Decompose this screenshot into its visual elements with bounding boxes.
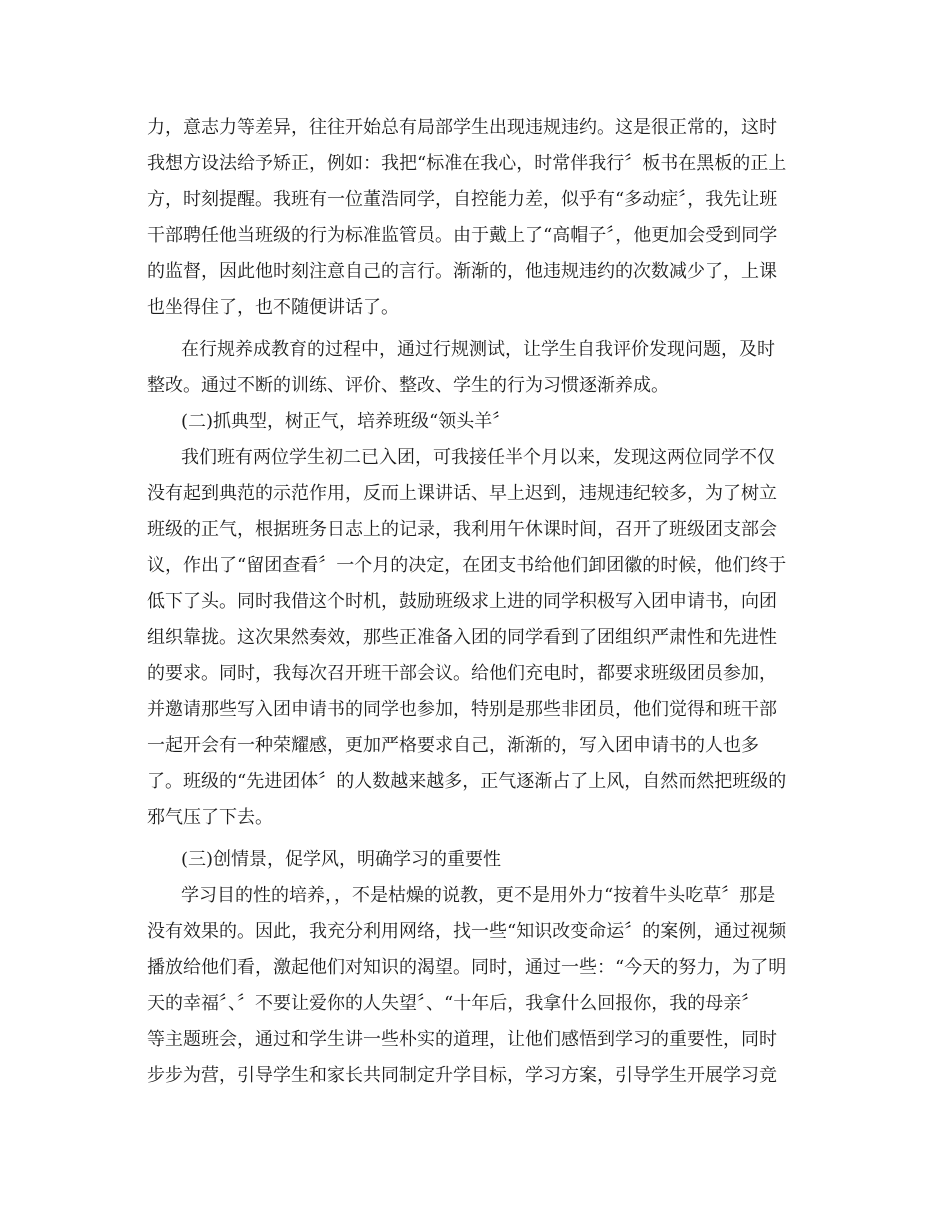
section-heading: (三)创情景，促学风，明确学习的重要性 xyxy=(181,849,502,870)
text-line: 等主题班会，通过和学生讲一些朴实的道理，让他们感悟到学习的重要性，同时 xyxy=(147,1029,777,1050)
text-line: 干部聘任他当班级的行为标准监管员。由于戴上了“高帽子〞，他更加会受到同学 xyxy=(147,225,778,246)
text-line: 了。班级的“先进团体〞的人数越来越多，正气逐渐占了上风，自然而然把班级的 xyxy=(147,771,787,792)
text-line: 低下了头。同时我借这个时机，鼓励班级求上进的同学积极写入团申请书，向团 xyxy=(147,591,777,612)
text-line: 班级的正气，根据班务日志上的记录，我利用午休课时间，召开了班级团支部会 xyxy=(147,519,777,540)
text-line: 组织靠拢。这次果然奏效，那些正准备入团的同学看到了团组织严肃性和先进性 xyxy=(147,627,777,648)
text-line: 我想方设法给予矫正，例如：我把“标准在我心，时常伴我行〞板书在黑板的正上 xyxy=(147,153,787,174)
text-line: 整改。通过不断的训练、评价、整改、学生的行为习惯逐渐养成。 xyxy=(147,375,669,396)
text-line: 在行规养成教育的过程中，通过行规测试，让学生自我评价发现问题，及时 xyxy=(181,339,775,360)
text-line: 没有效果的。因此，我充分利用网络，找一些“知识改变命运〞的案例，通过视频 xyxy=(147,921,787,942)
text-line: 天的幸福〞、〞不要让爱你的人失望〞、“十年后，我拿什么回报你，我的母亲〞 xyxy=(147,993,760,1014)
section-heading: (二)抓典型，树正气，培养班级“领头羊〞 xyxy=(181,411,511,432)
text-line: 并邀请那些写入团申请书的同学也参加，特别是那些非团员，他们觉得和班干部 xyxy=(147,699,777,720)
text-line: 邪气压了下去。 xyxy=(147,807,273,828)
text-line: 没有起到典范的示范作用，反而上课讲话、早上迟到，违规违纪较多，为了树立 xyxy=(147,483,777,504)
text-line: 播放给他们看，激起他们对知识的渴望。同时，通过一些：“今天的努力，为了明 xyxy=(147,957,787,978)
text-line: 的要求。同时，我每次召开班干部会议。给他们充电时，都要求班级团员参加， xyxy=(147,663,777,684)
text-line: 议，作出了“留团查看〞一个月的决定，在团支书给他们卸团徽的时候，他们终于 xyxy=(147,555,787,576)
text-line: 力，意志力等差异，往往开始总有局部学生出现违规违约。这是很正常的，这时 xyxy=(147,117,777,138)
text-line: 方，时刻提醒。我班有一位董浩同学，自控能力差，似乎有“多动症〞，我先让班 xyxy=(147,189,778,210)
text-line: 也坐得住了，也不随便讲话了。 xyxy=(147,297,399,318)
text-line: 我们班有两位学生初二已入团，可我接任半个月以来，发现这两位同学不仅 xyxy=(181,447,775,468)
text-line: 的监督，因此他时刻注意自己的言行。渐渐的，他违规违约的次数减少了，上课 xyxy=(147,261,777,282)
text-line: 步步为营，引导学生和家长共同制定升学目标，学习方案，引导学生开展学习竞 xyxy=(147,1065,777,1086)
text-line: 学习目的性的培养，，不是枯燥的说教，更不是用外力“按着牛头吃草〞那是 xyxy=(181,885,776,906)
text-line: 一起开会有一种荣耀感，更加严格要求自己，渐渐的，写入团申请书的人也多 xyxy=(147,735,759,756)
